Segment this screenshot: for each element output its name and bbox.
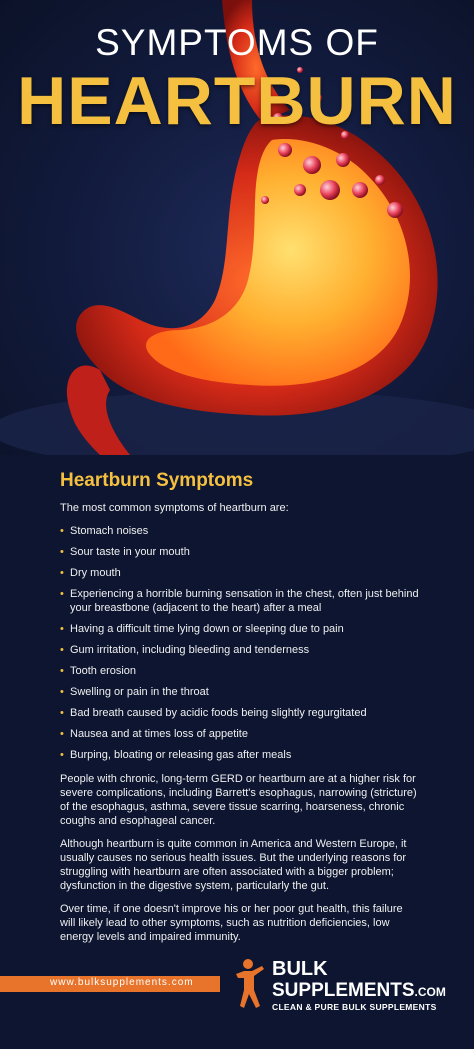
list-item: • Swelling or pain in the throat — [60, 686, 209, 698]
intro-text: The most common symptoms of heartburn are: — [60, 502, 289, 514]
bullet-icon: • — [60, 546, 64, 558]
list-item: • Burping, bloating or releasing gas after meals — [60, 749, 292, 761]
list-item: • Having a difficult time lying down or sleeping due to pain — [60, 623, 344, 635]
brand-name-line1: BULK — [272, 958, 328, 980]
weightlifter-icon — [232, 956, 268, 1016]
bullet-icon: • — [60, 749, 64, 761]
brand-name-line2: SUPPLEMENTS.COM — [272, 980, 446, 1001]
paragraph-complications: People with chronic, long-term GERD or heartburn are at a higher risk for severe complications, including Barrett's esophagus, narrowing (stricture) of the esophagus, asthma, severe tissue scarring, hoarseness, chronic coughs and esophageal cancer. — [60, 773, 417, 827]
list-item: • Sour taste in your mouth — [60, 546, 190, 558]
bullet-icon: • — [60, 525, 64, 537]
list-item: • Experiencing a horrible burning sensation in the chest, often just behind your breastbone (adjacent to the heart) after a meal — [60, 588, 419, 614]
section-heading: Heartburn Symptoms — [60, 470, 254, 491]
symptom-list — [60, 524, 420, 762]
footer-url-link[interactable]: www.bulksupplements.com — [50, 977, 194, 988]
brand-logo[interactable] — [232, 956, 462, 1016]
bullet-icon: • — [60, 686, 64, 698]
bullet-icon: • — [60, 623, 64, 635]
bullet-icon: • — [60, 665, 64, 677]
list-item: • Nausea and at times loss of appetite — [60, 728, 248, 740]
paragraph-prevalence: Although heartburn is quite common in America and Western Europe, it usually causes no serious health issues. But the underlying reasons for struggling with heartburn are often associated with a bigger problem; dysfunction in the digestive system, particularly the gut. — [60, 838, 407, 892]
bullet-icon: • — [60, 588, 64, 600]
main-content — [60, 470, 420, 953]
bullet-icon: • — [60, 567, 64, 579]
bullet-icon: • — [60, 728, 64, 740]
brand-suffix: .COM — [414, 985, 446, 999]
list-item: • Stomach noises — [60, 525, 149, 537]
list-item: • Bad breath caused by acidic foods being slightly regurgitated — [60, 707, 367, 719]
paragraph-gut-health: Over time, if one doesn't improve his or her poor gut health, this failure will likely lead to other symptoms, such as nutrition deficiencies, low energy levels and impaired immunity. — [60, 903, 403, 943]
brand-tagline: CLEAN & PURE BULK SUPPLEMENTS — [272, 1002, 437, 1012]
list-item: • Gum irritation, including bleeding and tenderness — [60, 644, 310, 656]
list-item: • Tooth erosion — [60, 665, 137, 677]
title-main: HEARTBURN — [17, 63, 457, 139]
hero-illustration — [0, 0, 474, 455]
bullet-icon: • — [60, 644, 64, 656]
title-top: SYMPTOMS OF — [95, 22, 379, 63]
bullet-icon: • — [60, 707, 64, 719]
list-item: • Dry mouth — [60, 567, 121, 579]
